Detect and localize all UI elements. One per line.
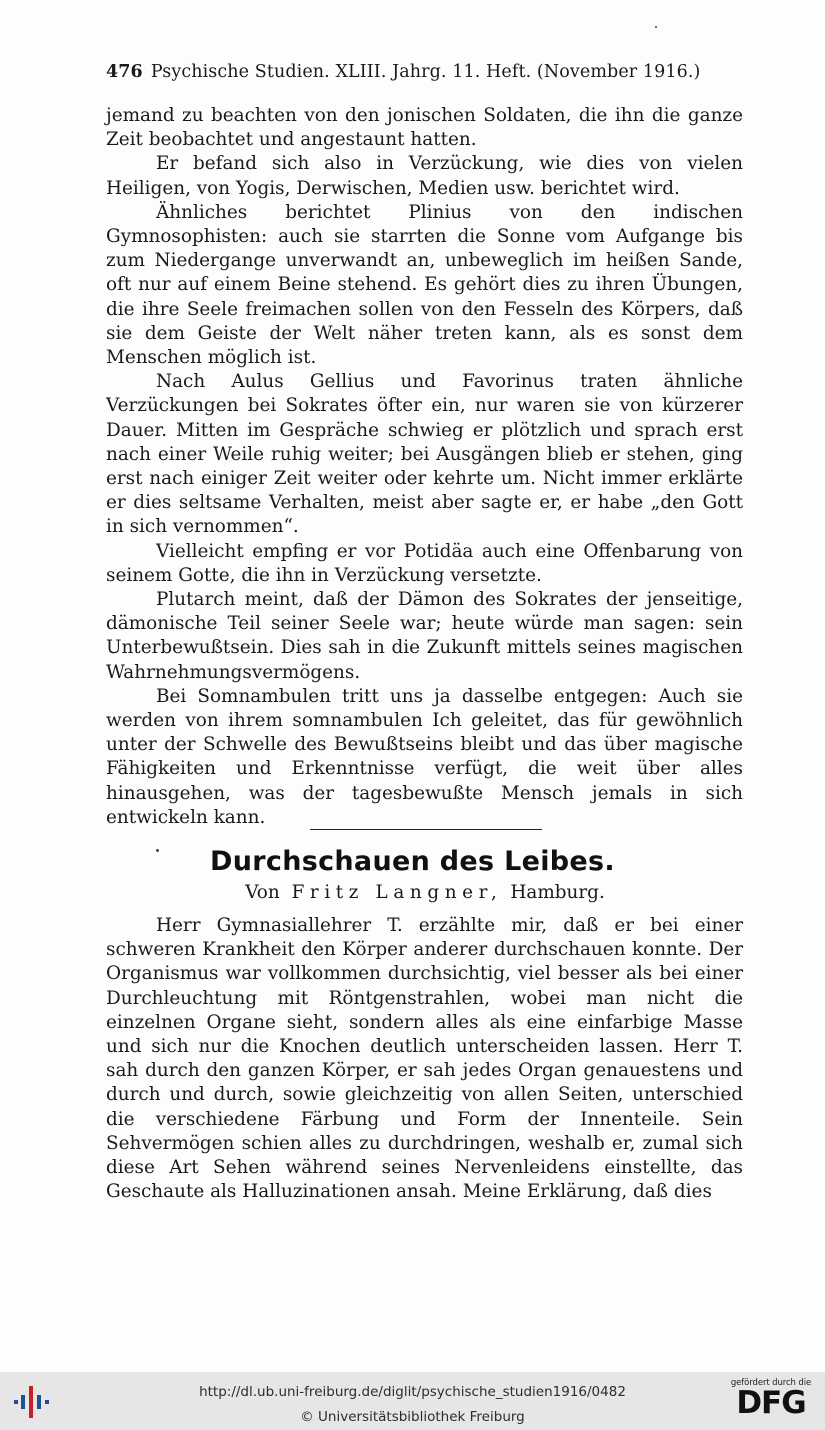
running-header bbox=[106, 62, 746, 82]
paragraph: Plutarch meint, daß der Dämon des Sokrates der jenseitige, dämonische Teil seiner Seele war; heute würde man sagen: sein Unterbewußtsein. Dies sah in die Zukunft mittels seines magischen Wahrnehmungsvermögens. bbox=[106, 589, 743, 683]
page-number: 476 bbox=[106, 62, 143, 82]
paragraph: Er befand sich also in Verzückung, wie dies von vielen Heiligen, von Yogis, Derwischen, Medien usw. berichtet wird. bbox=[106, 153, 743, 199]
scan-speck bbox=[655, 26, 657, 28]
author-name: Fritz Langner, bbox=[291, 882, 503, 903]
paragraph: Vielleicht empfing er vor Potidäa auch eine Offenbarung von seinem Gotte, die ihn in Verzückung versetzte. bbox=[106, 540, 743, 586]
author-location: Hamburg. bbox=[510, 882, 605, 903]
paragraph: Bei Somnambulen tritt uns ja dasselbe entgegen: Auch sie werden von ihrem somnambulen Ich geleitet, das für gewöhnlich unter der Schwelle des Bewußtseins bleibt und das über magische Fähigkeiten und Erkenntnisse verfügt, die weit über alles hinausgehen, was der tagesbewußte Mensch jemals in sich entwickeln kann. bbox=[106, 685, 743, 828]
source-url-link[interactable]: http://dl.ub.uni-freiburg.de/diglit/psychische_studien1916/0482 bbox=[199, 1384, 626, 1400]
article-title: Durchschauen des Leibes. bbox=[210, 846, 615, 877]
dfg-logo bbox=[727, 1378, 815, 1421]
running-title: Psychische Studien. XLIII. Jahrg. 11. Heft. (November 1916.) bbox=[150, 62, 701, 82]
dfg-logo-icon: DFG bbox=[736, 1385, 806, 1421]
body-text-section-1 bbox=[106, 104, 743, 830]
paragraph: Ähnliches berichtet Plinius von den indischen Gymnosophisten: auch sie starrten die Sonne vom Aufgange bis zum Niedergange unverwandt an, unbeweglich im heißen Sande, oft nur auf einem Beine stehend. Es gehört dies zu ihren Übungen, die ihre Seele freimachen sollen von den Fesseln des Körpers, daß sie dem Geiste der Welt näher treten kann, als es sonst dem Menschen möglich ist. bbox=[106, 201, 743, 369]
dfg-funding-note: gefördert durch die bbox=[730, 1378, 812, 1388]
copyright-notice: © Universitätsbibliothek Freiburg bbox=[300, 1409, 525, 1425]
body-text-section-2 bbox=[106, 914, 743, 1204]
paragraph: jemand zu beachten von den jonischen Soldaten, die ihn die ganze Zeit beobachtet und angestaunt hatten. bbox=[106, 105, 743, 151]
section-divider bbox=[310, 829, 542, 830]
paragraph: Herr Gymnasiallehrer T. erzählte mir, daß er bei einer schweren Krankheit den Körper anderer durchschauen konnte. Der Organismus war vollkommen durchsichtig, viel besser als bei einer Durchleuchtung mit Röntgenstrahlen, wobei man nicht die einzelnen Organe sieht, sondern alles als eine einfarbige Masse und sich nur die Knochen deutlich unterscheiden lassen. Herr T. sah durch den ganzen Körper, er sah jedes Organ genauestens und durch und durch, sowie gleichzeitig von allen Seiten, unterschied die verschiedene Färbung und Form der Innenteile. Sein Sehvermögen schien alles zu durchdringen, weshalb er, zumal sich diese Art Sehen während seines Nervenleidens einstellte, das Geschaute als Halluzinationen ansah. Meine Erklärung, daß dies bbox=[106, 915, 743, 1203]
paragraph: Nach Aulus Gellius und Favorinus traten ähnliche Verzückungen bei Sokrates öfter ein, nur waren sie von kürzerer Dauer. Mitten im Gespräche schwieg er plötzlich und sprach erst nach einer Weile ruhig weiter; bei Ausgängen blieb er stehen, ging erst nach einiger Zeit weiter oder kehrte um. Nicht immer erklärte er dies seltsame Verhalten, meist aber sagte er, er habe „den Gott in sich vernommen“. bbox=[106, 371, 743, 538]
viewer-footer bbox=[0, 1372, 825, 1430]
byline bbox=[0, 882, 825, 903]
byline-prefix: Von bbox=[245, 882, 280, 903]
